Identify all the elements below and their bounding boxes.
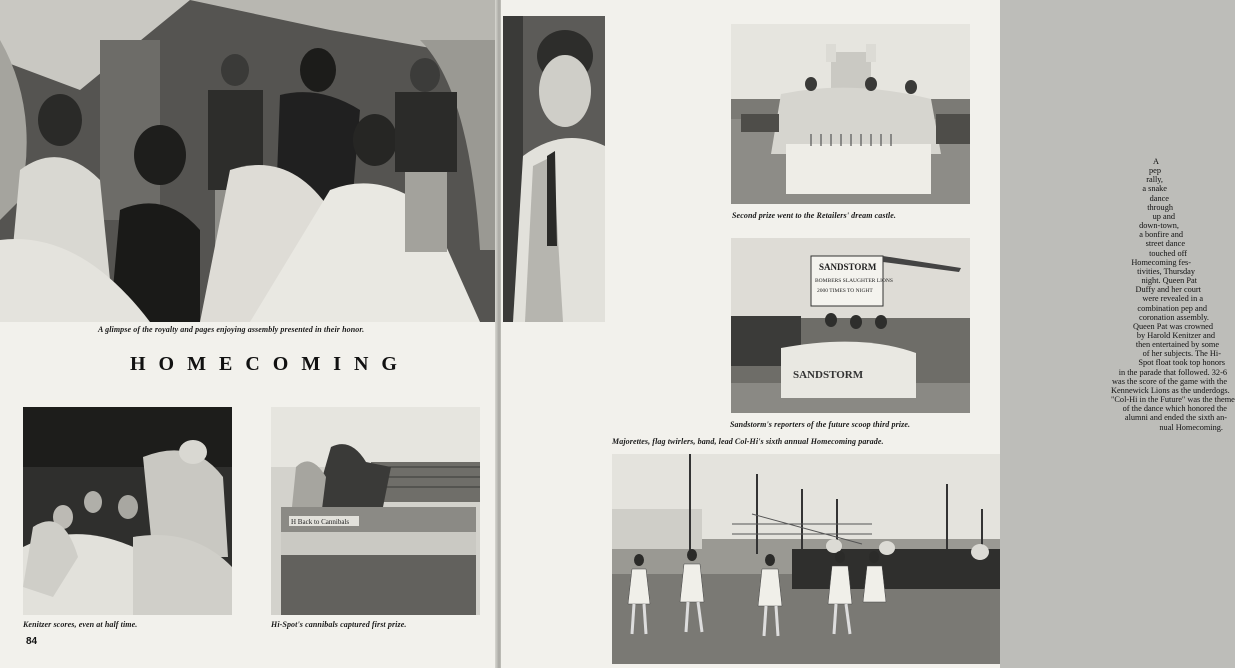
- retailers-castle-photo: [731, 24, 970, 204]
- page-heading: HOMECOMING: [130, 353, 410, 375]
- sandstorm-caption: Sandstorm's reporters of the future scoop third prize.: [730, 420, 911, 429]
- sandstorm-sign-line2: BOMBERS SLAUGHTER LIONS: [815, 278, 893, 284]
- retailers-caption: Second prize went to the Retailers' dream castle.: [732, 211, 897, 220]
- story-line: up and: [1152, 211, 1175, 221]
- story-line: by Harold Kenitzer and: [1136, 330, 1215, 340]
- story-line: Queen Pat was crowned: [1133, 321, 1213, 331]
- kenitzer-caption: Kenitzer scores, even at half time.: [23, 620, 138, 629]
- story-line: nual Homecoming.: [1159, 422, 1223, 432]
- story-line: was the score of the game with the: [1112, 376, 1227, 386]
- hispot-photo: [271, 407, 480, 615]
- sandstorm-skirt-text: SANDSTORM: [793, 369, 864, 381]
- story-line: then entertained by some: [1135, 340, 1219, 350]
- royalty-photo: [0, 0, 497, 322]
- story-line: a bonfire and: [1139, 230, 1183, 240]
- story-line: "Col-Hi in the Future" was the theme: [1111, 395, 1235, 405]
- majorettes-parade-photo: [612, 454, 1000, 664]
- kenitzer-photo: [23, 407, 232, 615]
- story-line: coronation assembly.: [1139, 312, 1209, 322]
- story-line: touched off: [1149, 248, 1187, 258]
- right-page: [501, 0, 1235, 668]
- story-line: Kennewick Lions as the underdogs.: [1111, 385, 1230, 395]
- story-line: Duffy and her court: [1135, 285, 1201, 295]
- left-page: [0, 0, 497, 668]
- hispot-banner-text: H Back to Cannibals: [291, 518, 350, 526]
- story-line: dance: [1149, 193, 1169, 203]
- story-line: Homecoming fes-: [1131, 257, 1191, 267]
- story-line: were revealed in a: [1142, 294, 1203, 304]
- story-line: down-town,: [1139, 221, 1179, 231]
- royalty-caption: A glimpse of the royalty and pages enjoying assembly presented in their honor.: [98, 325, 365, 334]
- sandstorm-sign-title: SANDSTORM: [819, 262, 877, 272]
- story-line: Spot float took top honors: [1138, 358, 1225, 368]
- story-line: tivities, Thursday: [1137, 266, 1195, 276]
- story-line: of her subjects. The Hi-: [1142, 349, 1221, 359]
- story-line: pep: [1149, 166, 1161, 176]
- homecoming-story: [1111, 157, 1235, 432]
- page-number: 84: [26, 636, 38, 647]
- hispot-caption: Hi-Spot's cannibals captured first prize.: [271, 620, 407, 629]
- story-line: in the parade that followed. 32-6: [1118, 367, 1227, 377]
- story-line: of the dance which honored the: [1122, 404, 1227, 414]
- sandstorm-float-photo: [731, 238, 970, 413]
- story-line: a snake: [1142, 184, 1167, 194]
- majorettes-caption: Majorettes, flag twirlers, band, lead Col-Hi's sixth annual Homecoming parade.: [612, 437, 884, 446]
- story-line: rally,: [1146, 175, 1163, 185]
- sandstorm-sign-line3: 2000 TIMES TO NIGHT: [817, 288, 873, 294]
- story-line: combination pep and: [1137, 303, 1207, 313]
- story-line: A: [1153, 157, 1159, 166]
- story-line: street dance: [1145, 239, 1185, 249]
- story-line: through: [1147, 202, 1173, 212]
- story-line: night. Queen Pat: [1141, 276, 1197, 286]
- boy-portrait-photo: [503, 16, 605, 322]
- story-line: alumni and ended the sixth an-: [1124, 413, 1227, 423]
